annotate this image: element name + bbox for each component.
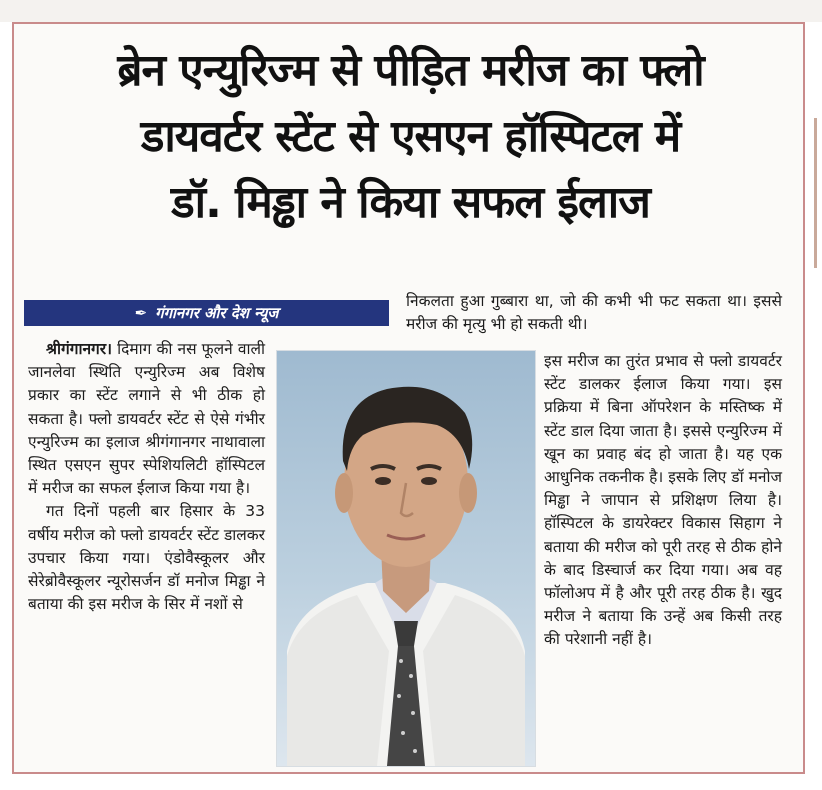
lead-text: दिमाग की नस फूलने वाली जानलेवा स्थिति एन्युरिज्म अब विशेष प्रकार का स्टेंट लगाने से भी ठीक हो सकता है। फ्लो डायवर्टर स्टेंट से ऐसे गंभीर एन्युरिज्म का इलाज श्रीगंगानगर नाथावाला स्थित एसएन सुपर स्पेशियलिटी हॉस्पिटल में मरीज का सफल ईलाज किया गया है। [28, 340, 265, 498]
paragraph-continued: निकलता हुआ गुब्बारा था, जो की कभी भी फट सकता था। इससे मरीज की मृत्यु भी हो सकती थी। [406, 292, 782, 334]
adjacent-column-edge [814, 118, 817, 268]
pen-icon: ✒ [134, 304, 148, 322]
headline-line-3: डॉ. मिड्ढा ने किया सफल ईलाज [171, 177, 650, 228]
article-column-2-top [406, 290, 782, 336]
headline [20, 38, 801, 236]
dateline: श्रीगंगानगर। [46, 340, 112, 358]
doctor-portrait-photo [276, 350, 536, 767]
paragraph-3: इस मरीज का तुरंत प्रभाव से फ्लो डायवर्टर स्टेंट डालकर ईलाज किया गया। इस प्रक्रिया में बिना ऑपरेशन के मस्तिष्क में स्टेंट डाल दिया जाता है। इससे एन्युरिज्म में खून का प्रवाह बंद हो जाता है। यह एक आधुनिक तकनीक है। इसके लिए डॉ मनोज मिड्ढा ने जापान से प्रशिक्षण लिया है। हॉस्पिटल के डायरेक्टर विकास सिहाग ने बताया की मरीज को पूरी तरह से ठीक होने के बाद डिस्चार्ज कर दिया गया। अब वह फॉलोअप में है और पूरी तरह ठीक है। खुद मरीज ने बताया कि उन्हें अब किसी तरह की परेशानी नहीं है। [544, 352, 782, 649]
newspaper-clipping [12, 22, 805, 774]
source-name: गंगानगर और देश न्यूज [155, 304, 279, 322]
headline-line-1: ब्रेन एन्युरिज्म से पीड़ित मरीज का फ्लो [117, 45, 704, 96]
headline-line-2: डायवर्टर स्टेंट से एसएन हॉस्पिटल में [140, 111, 681, 162]
paragraph-2: गत दिनों पहली बार हिसार के 33 वर्षीय मरीज को फ्लो डायवर्टर स्टेंट डालकर उपचार किया गया। एंडोवैस्कूलर और सेरेब्रोवैस्कूलर न्यूरोसर्जन डॉ मनोज मिड्ढा ने बताया की इस मरीज के सिर में नशों से [28, 502, 265, 614]
previous-page-strip [0, 0, 822, 22]
article-column-3 [544, 350, 782, 652]
article-column-1 [28, 338, 265, 616]
portrait-illustration [277, 351, 535, 766]
lead-paragraph [28, 338, 265, 500]
source-byline [24, 300, 389, 326]
